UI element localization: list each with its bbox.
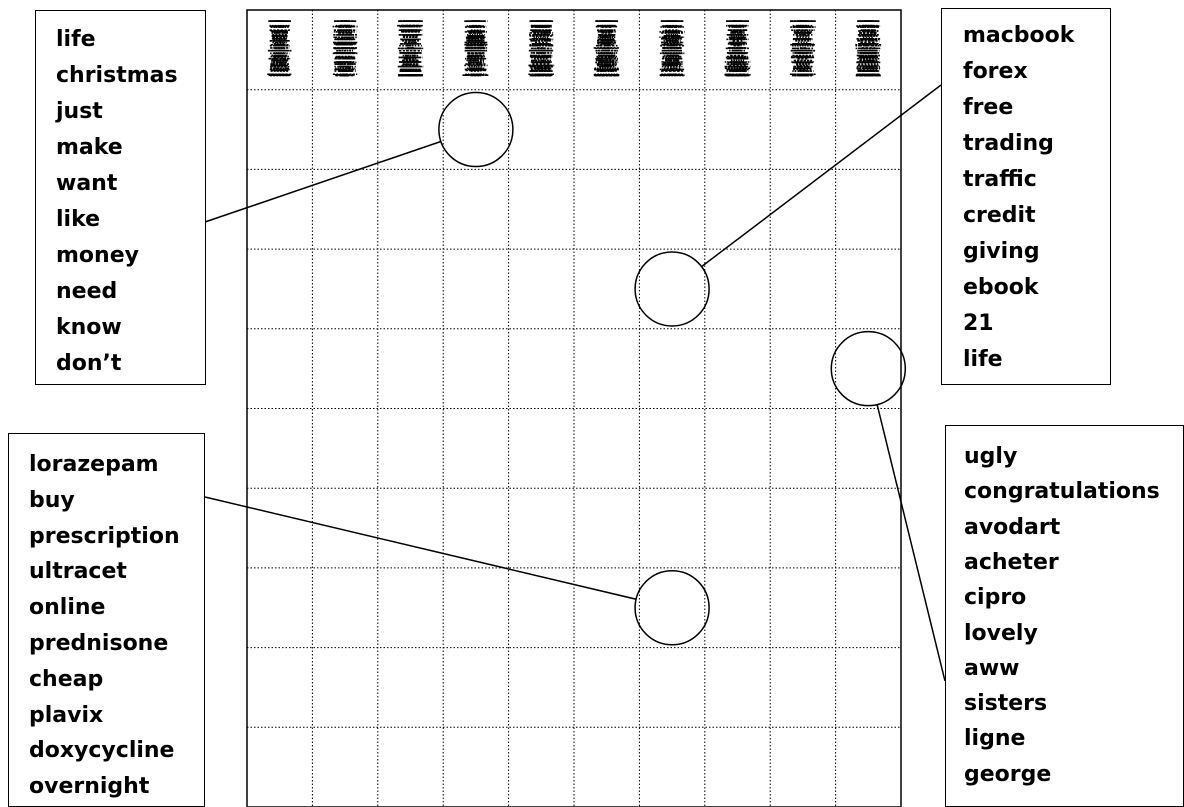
word-item: prescription [29,523,180,549]
highlight-circle [439,93,513,167]
word-item: just [56,99,103,124]
word-item: congratulations [964,479,1160,505]
callouts [205,85,945,681]
word-item: know [56,315,122,340]
word-item: ligne [964,726,1026,752]
word-item: 21 [963,311,994,336]
leader-line [205,497,636,599]
word-item: george [964,761,1052,787]
word-item: prednisone [29,631,169,656]
word-item: life [963,347,1003,372]
word-item: doxycycline [29,738,175,764]
word-item: aww [964,655,1020,681]
word-list-bottom-left [8,433,205,807]
word-item: plavix [29,702,104,728]
word-item: credit [963,203,1036,228]
grid-cell-glyph [726,21,748,75]
grid-lines [247,10,901,807]
word-item: need [56,279,118,304]
word-item: forex [963,59,1028,84]
leader-line [205,142,441,222]
word-list-top-right [941,8,1111,385]
highlight-circle [831,332,905,406]
word-item: giving [963,239,1040,264]
word-item: lorazepam [29,452,159,477]
word-item: macbook [963,23,1075,48]
highlight-circle [635,252,709,326]
word-item: cipro [964,585,1027,611]
word-item: traffic [963,167,1037,192]
word-item: free [963,95,1014,120]
word-item: money [56,243,139,268]
word-item: christmas [56,63,178,88]
word-item: want [56,171,118,196]
word-list-top-left [35,10,206,385]
word-item: buy [29,487,75,513]
word-item: trading [963,131,1054,156]
leader-line [877,405,945,681]
highlight-circle [635,571,709,645]
word-item: avodart [964,514,1061,540]
grid-cell-glyph [529,21,553,75]
word-list-bottom-right [945,425,1184,807]
word-item: acheter [964,549,1059,575]
word-item: ebook [963,275,1039,300]
word-item: ugly [964,444,1018,469]
word-item: life [56,27,96,52]
word-item: lovely [964,620,1038,646]
word-item: ultracet [29,559,127,585]
leader-line [702,85,941,267]
word-item: don’t [56,351,122,376]
word-item: cheap [29,666,104,692]
word-item: overnight [29,774,150,800]
word-item: sisters [964,691,1048,717]
word-item: online [29,595,106,621]
word-item: like [56,207,101,232]
word-item: make [56,135,123,160]
